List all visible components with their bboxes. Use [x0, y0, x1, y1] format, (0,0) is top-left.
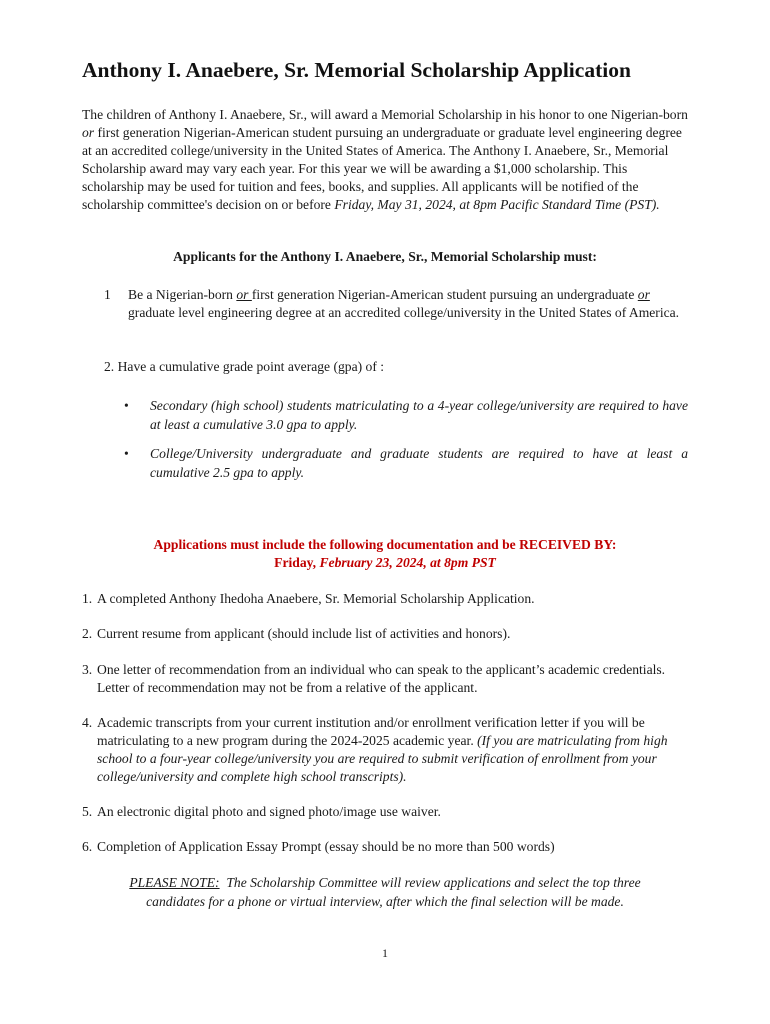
requirements-heading: Applicants for the Anthony I. Anaebere, Sr., Memorial Scholarship must:: [173, 249, 597, 264]
intro-paragraph: [82, 106, 692, 214]
please-note-label: PLEASE NOTE:: [129, 875, 220, 890]
please-note-body: [105, 873, 665, 911]
list-item-number: 6.: [82, 839, 93, 854]
intro-deadline: Friday, May 31, 2024, at 8pm Pacific Standard Time (PST).: [334, 197, 660, 212]
bullet-icon: •: [124, 398, 129, 413]
list-item-number: 4.: [82, 715, 93, 730]
document-title: Anthony I. Anaebere, Sr. Memorial Scholarship Application: [82, 58, 631, 82]
documentation-heading-line1: Applications must include the following documentation and be RECEIVED BY:: [153, 537, 617, 552]
documentation-heading: [0, 536, 770, 572]
deadline-date: February 23, 2024, at 8pm PST: [319, 555, 496, 570]
req1-text-2: first generation Nigerian-American student pursuing an undergraduate: [251, 287, 638, 302]
list-item-number: 2.: [82, 626, 93, 641]
req1-or-1: or: [236, 287, 252, 302]
req1-text-1: Be a Nigerian-born: [128, 287, 237, 302]
req1-or-2: or: [637, 287, 650, 302]
bullet-icon: •: [124, 446, 129, 461]
gpa-bullet-text: College/University undergraduate and graduate students are required to have at least a cumulative 2.5 gpa to apply.: [150, 446, 688, 480]
please-note: [0, 873, 770, 911]
list-item-text: An electronic digital photo and signed photo/image use waiver.: [97, 804, 441, 819]
intro-text-2: first generation Nigerian-American student pursuing an undergraduate or graduate level engineering degree at an accredited college/university in the United States of America. The Anthony I. Anaebere, Sr., Memorial Scholarship award may vary each year. For this year we will be awarding a $1,000 scholarship. This scholarship may be used for tuition and fees, books, and supplies. All applicants will be notified of the scholarship committee's decision on or before: [82, 125, 682, 212]
please-note-text: The Scholarship Committee will review applications and select the top three candidates for a phone or virtual interview, after which the final selection will be made.: [146, 875, 645, 909]
gpa-bullet-text: Secondary (high school) students matriculating to a 4-year college/university are required to have at least a cumulative 3.0 gpa to apply.: [150, 398, 688, 432]
documentation-heading-line2: [0, 554, 770, 572]
list-item-number: 1.: [82, 591, 93, 606]
list-item-text: Completion of Application Essay Prompt (essay should be no more than 500 words): [97, 839, 555, 854]
deadline-day: Friday,: [274, 555, 320, 570]
requirement-1-number: 1: [104, 287, 111, 302]
intro-or: or: [82, 125, 95, 140]
list-item-number: 5.: [82, 804, 93, 819]
requirement-1-text: [128, 286, 694, 322]
page-number: 1: [382, 946, 388, 960]
list-item-text: One letter of recommendation from an individual who can speak to the applicant’s academic credentials. Letter of recommendation may not be from a relative of the applicant.: [97, 662, 666, 695]
list-item-text: Current resume from applicant (should include list of activities and honors).: [97, 626, 511, 641]
intro-text-1: The children of Anthony I. Anaebere, Sr., will award a Memorial Scholarship in his honor to one Nigerian-born: [82, 107, 688, 122]
list-item-text: [97, 714, 692, 786]
list-item-text: A completed Anthony Ihedoha Anaebere, Sr. Memorial Scholarship Application.: [97, 591, 535, 606]
req1-text-3: graduate level engineering degree at an accredited college/university in the United States of America.: [128, 305, 680, 320]
list-item-number: 3.: [82, 662, 93, 677]
requirement-2: 2. Have a cumulative grade point average (gpa) of :: [104, 359, 385, 374]
list-item-text-italic: (If you are matriculating from high school to a four-year college/university you are required to submit verification of enrollment from your college/university and complete high school transcripts).: [97, 733, 668, 784]
list-item-text-normal: Academic transcripts from your current institution and/or enrollment verification letter if you will be matriculating to a new program during the 2024-2025 academic year.: [97, 715, 645, 748]
